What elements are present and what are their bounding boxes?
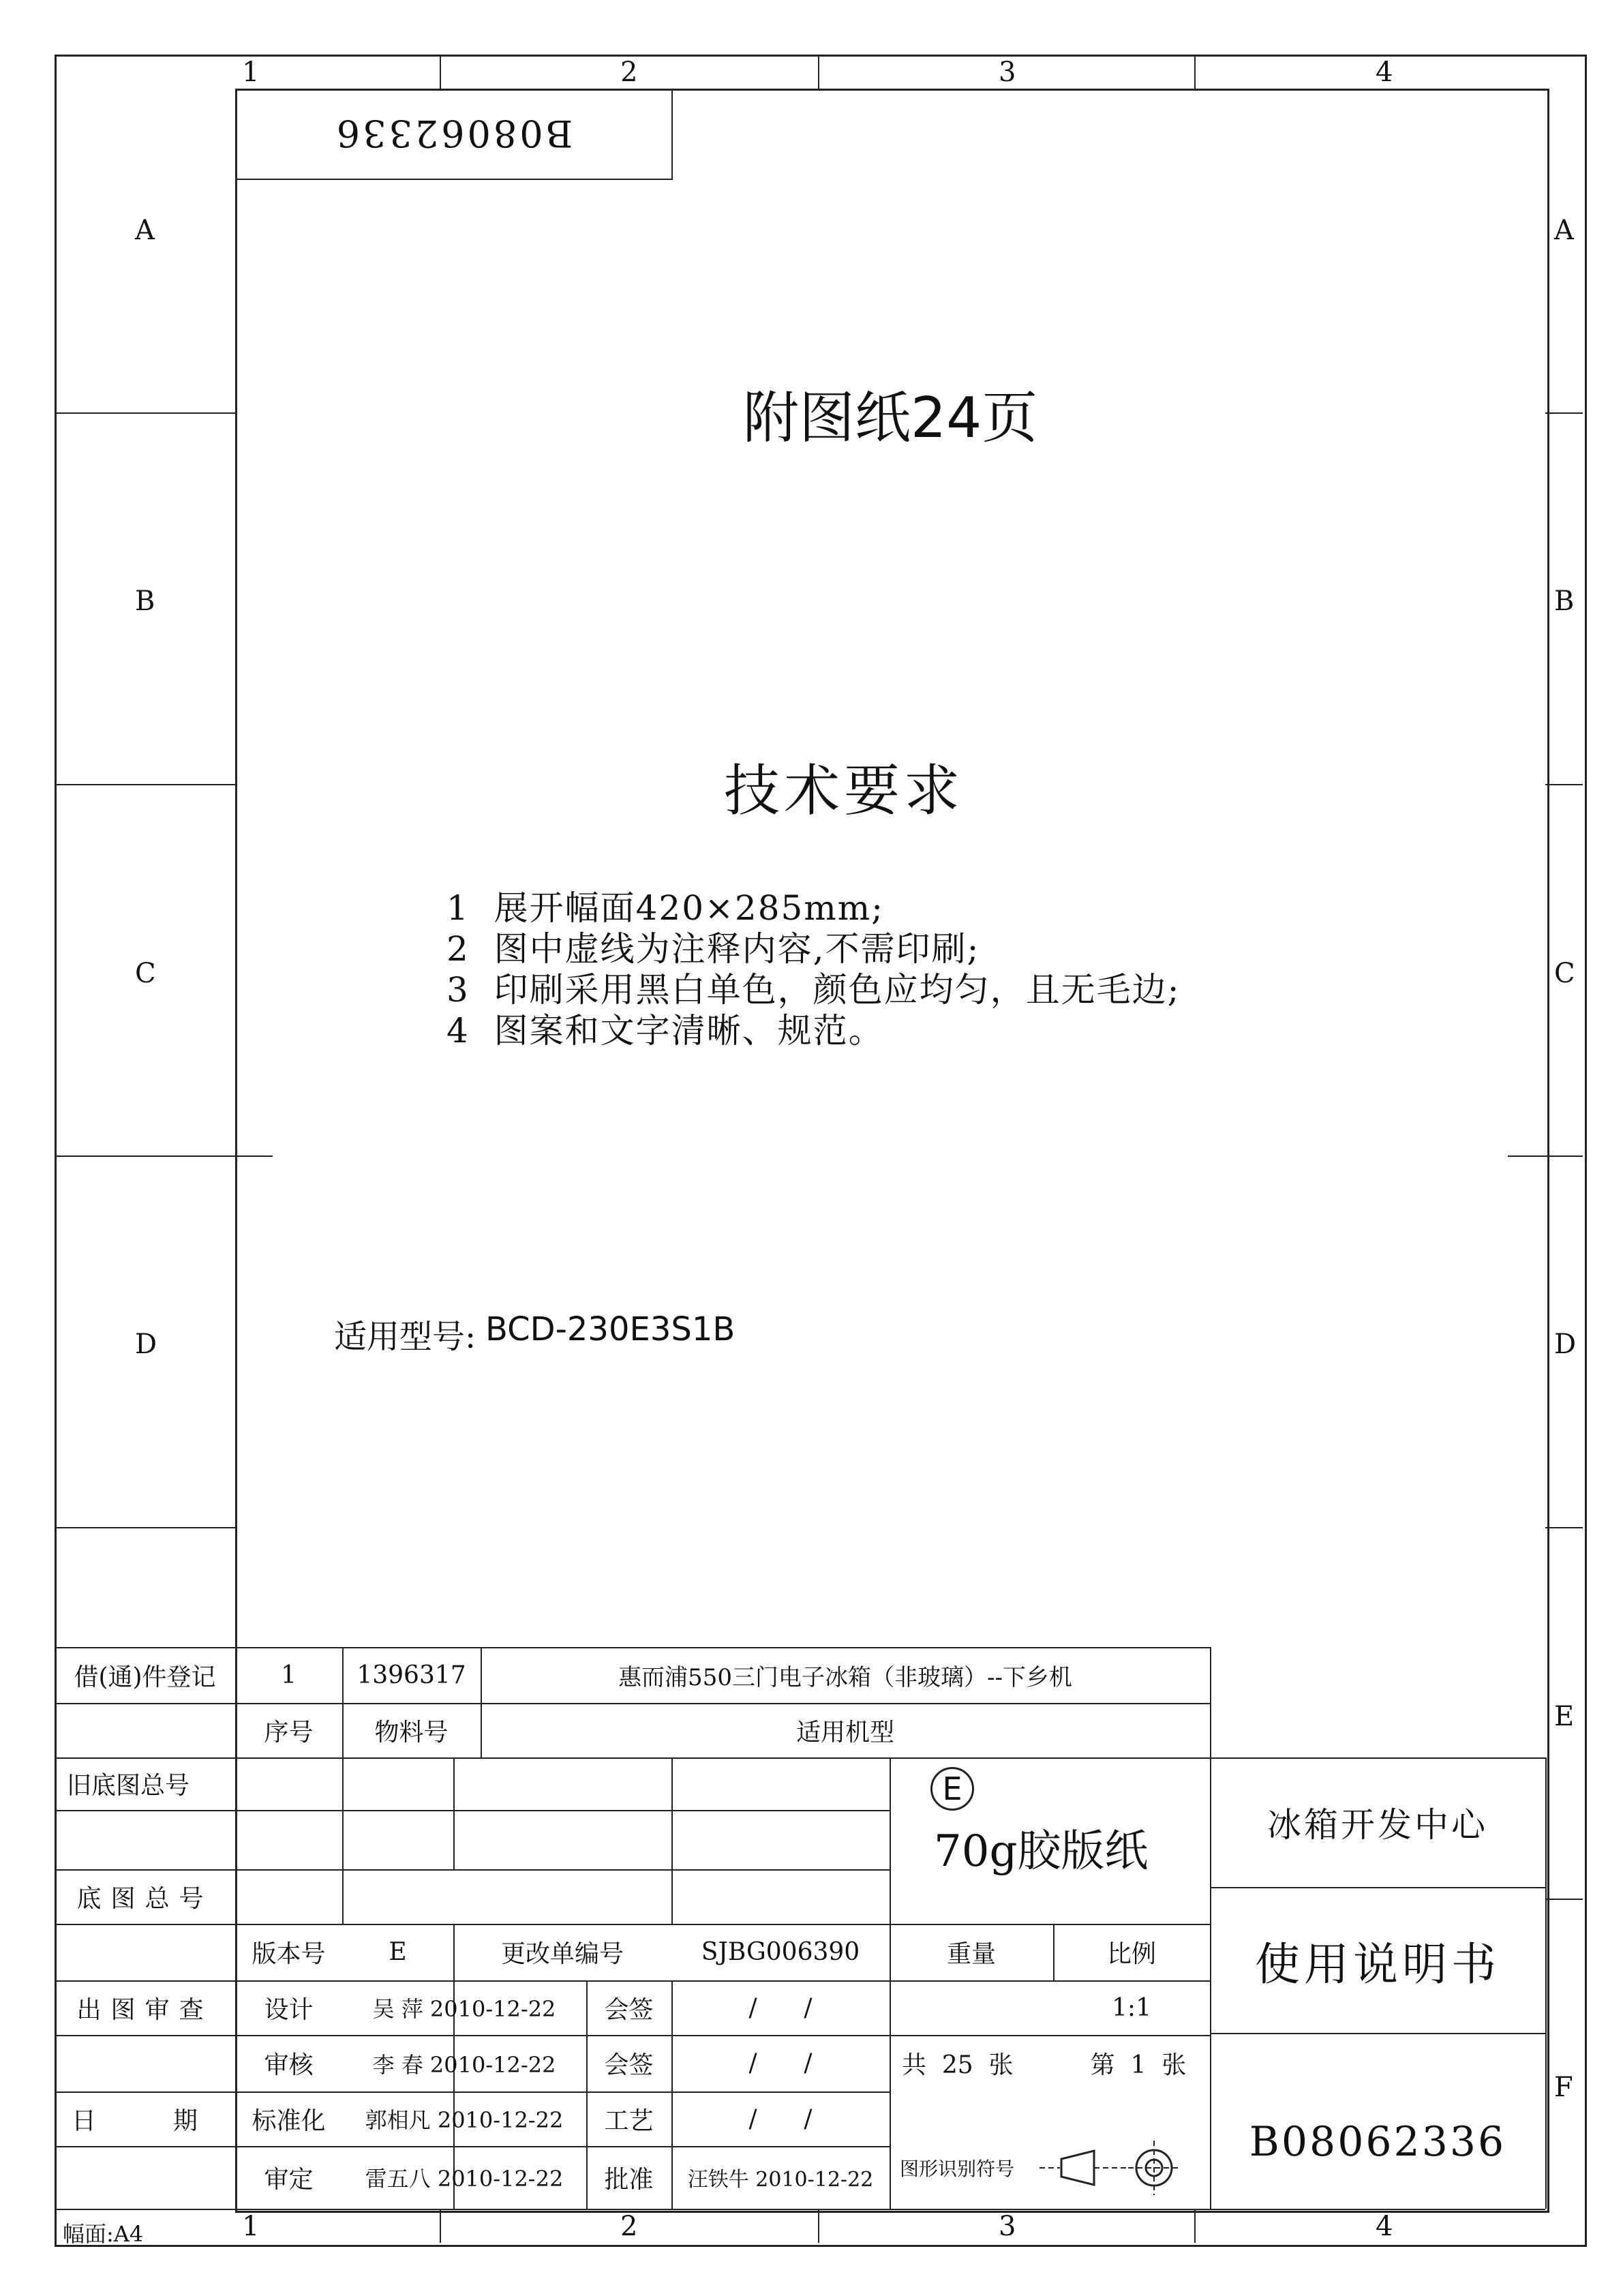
tech-item: 2 图中虚线为注释内容,不需印刷; xyxy=(446,929,980,969)
col-label: 1 xyxy=(242,57,260,88)
cosign-label: 会签 xyxy=(604,1995,654,2024)
format-label: 幅面:A4 xyxy=(63,2221,144,2247)
borrow-label: 借(通)件登记 xyxy=(74,1663,216,1691)
row-label: C xyxy=(135,958,156,989)
row-label: A xyxy=(135,215,155,246)
row-label: B xyxy=(135,586,155,617)
tb-line xyxy=(890,1757,891,2209)
audit-label: 审核 xyxy=(264,2051,314,2079)
scale-value: 1:1 xyxy=(1112,1993,1151,2022)
std-label: 标准化 xyxy=(252,2106,326,2135)
design-value: 吴 萍 2010-12-22 xyxy=(372,1996,556,2022)
tb-line xyxy=(453,1757,455,1869)
process-label: 工艺 xyxy=(604,2106,654,2135)
col-divider xyxy=(440,2209,441,2243)
row-divider xyxy=(1545,1527,1583,1528)
row-divider xyxy=(1545,784,1583,785)
cosign-value: / / xyxy=(748,2049,813,2077)
sheets-total: 共 25 张 xyxy=(902,2051,1014,2079)
audit-value: 李 春 2010-12-22 xyxy=(372,2051,556,2078)
row-divider xyxy=(55,1155,273,1157)
row-divider xyxy=(1545,412,1583,414)
seq-value: 1 xyxy=(281,1661,297,1689)
col-label: 2 xyxy=(620,2211,638,2242)
old-base-label: 旧底图总号 xyxy=(67,1772,190,1800)
projection-symbol-icon xyxy=(1040,2137,1210,2199)
base-label: 底图总号 xyxy=(76,1884,213,1913)
paper-type: 70g胶版纸 xyxy=(934,1826,1149,1877)
col-label: 1 xyxy=(242,2211,260,2242)
col-label: 3 xyxy=(999,2211,1016,2242)
row-label: E xyxy=(1554,1701,1575,1732)
col-divider xyxy=(1194,2209,1196,2243)
tb-line xyxy=(1210,2033,1545,2034)
material-label: 物料号 xyxy=(374,1718,449,1747)
attach-note: 附图纸24页 xyxy=(743,386,1038,451)
row-divider xyxy=(55,784,235,785)
model-applicable-label: 适用机型 xyxy=(795,1718,894,1747)
tech-item: 3 印刷采用黑白单色，颜色应均匀，且无毛边; xyxy=(446,970,1181,1010)
approve-label: 审定 xyxy=(264,2165,314,2194)
tech-item: 1 展开幅面420×285mm; xyxy=(446,888,885,928)
col-label: 3 xyxy=(999,57,1016,88)
date-label: 日 期 xyxy=(72,2106,218,2135)
row-label: F xyxy=(1554,2072,1573,2103)
approve-value: 雷五八 2010-12-22 xyxy=(365,2166,564,2192)
row-label: D xyxy=(135,1329,157,1360)
tb-line xyxy=(55,1810,890,1811)
change-label: 更改单编号 xyxy=(500,1940,624,1968)
std-value: 郭相凡 2010-12-22 xyxy=(365,2107,564,2133)
drawing-number: B08062336 xyxy=(1249,2118,1506,2166)
col-label: 2 xyxy=(620,57,638,88)
cosign-value: / / xyxy=(748,1993,813,2022)
row-label: B xyxy=(1554,586,1575,617)
sheet-number: 第 1 张 xyxy=(1090,2051,1187,2079)
tb-line xyxy=(671,1757,673,1924)
model-applicable-value: 惠而浦550三门电子冰箱（非玻璃）--下乡机 xyxy=(618,1663,1072,1691)
cosign-label: 会签 xyxy=(604,2051,654,2079)
ratify-label: 批准 xyxy=(604,2165,654,2194)
doc-title: 使用说明书 xyxy=(1255,1937,1500,1991)
row-divider xyxy=(1508,1155,1583,1157)
drawing-number-inverted: B08062336 xyxy=(333,112,573,155)
version-value: E xyxy=(389,1938,407,1966)
row-divider xyxy=(55,412,235,414)
paper-mark: E xyxy=(942,1770,962,1807)
tb-line xyxy=(55,2209,1545,2210)
row-divider xyxy=(1545,1899,1583,1900)
dept-name: 冰箱开发中心 xyxy=(1267,1805,1488,1845)
tech-item: 4 图案和文字清晰、规范。 xyxy=(446,1011,884,1051)
weight-label: 重量 xyxy=(946,1940,996,1968)
change-value: SJBG006390 xyxy=(701,1938,860,1966)
row-label: A xyxy=(1554,215,1574,246)
material-value: 1396317 xyxy=(357,1661,466,1689)
version-label: 版本号 xyxy=(252,1940,326,1968)
row-label: C xyxy=(1554,958,1575,989)
row-label: D xyxy=(1554,1329,1577,1360)
col-divider xyxy=(818,2209,819,2243)
symbol-label: 图形识别符号 xyxy=(900,2158,1015,2180)
seq-label: 序号 xyxy=(264,1718,314,1747)
model-value: BCD-230E3S1B xyxy=(485,1310,735,1348)
design-label: 设计 xyxy=(264,1995,314,2024)
tech-title: 技术要求 xyxy=(724,759,965,824)
model-label: 适用型号: xyxy=(334,1318,476,1356)
tb-line xyxy=(1545,1757,1547,2209)
col-divider xyxy=(1194,55,1196,89)
process-value: / / xyxy=(748,2104,813,2133)
row-divider xyxy=(55,1527,235,1528)
scale-label: 比例 xyxy=(1106,1940,1156,1968)
col-label: 4 xyxy=(1376,2211,1393,2242)
col-label: 4 xyxy=(1376,57,1393,88)
review-label: 出图审查 xyxy=(76,1995,213,2024)
ratify-value: 汪铁牛 2010-12-22 xyxy=(687,2168,874,2192)
col-divider xyxy=(818,55,819,89)
col-divider xyxy=(440,55,441,89)
